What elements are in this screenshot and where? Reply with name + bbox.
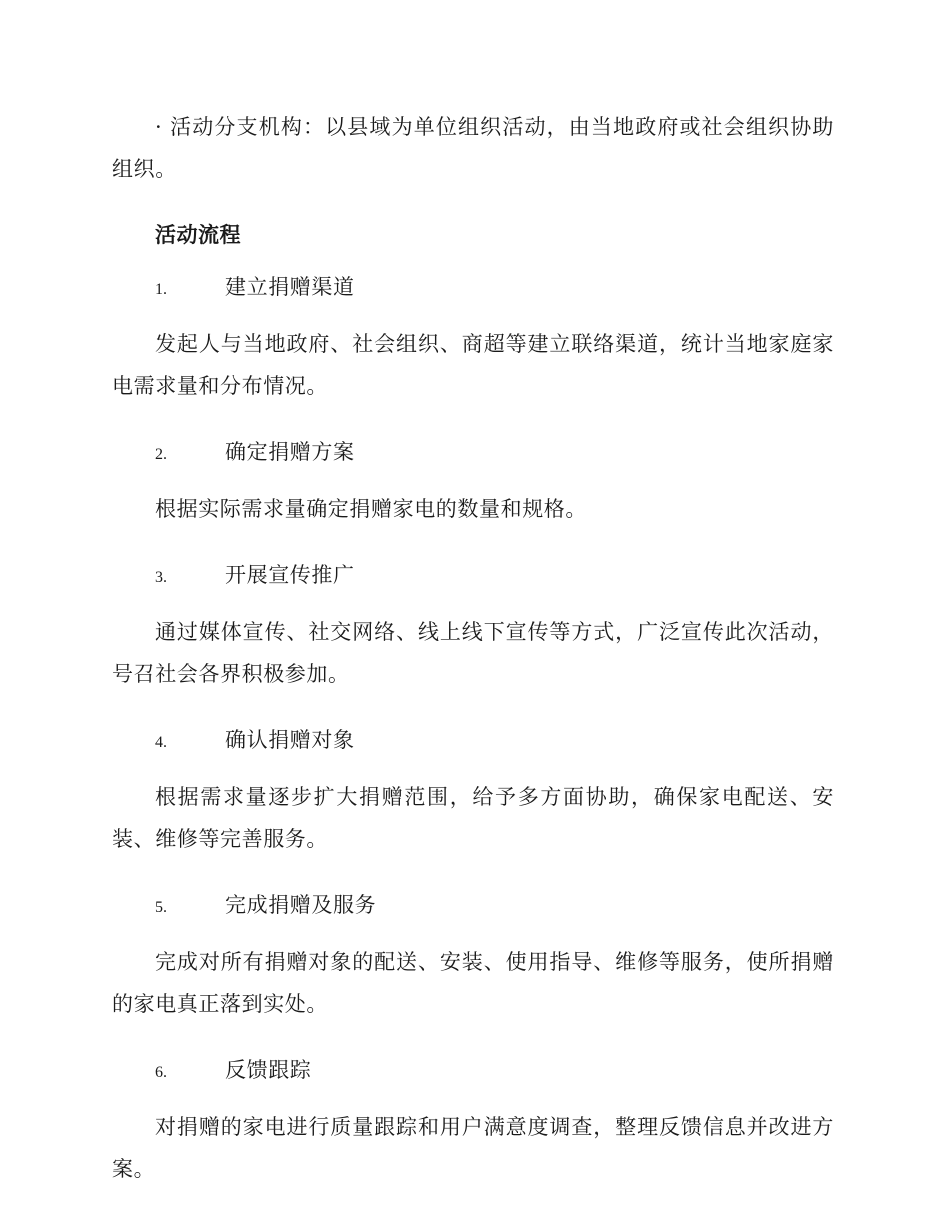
step-heading xyxy=(155,431,834,476)
step-description: 根据需求量逐步扩大捐赠范围，给予多方面协助，确保家电配送、安装、维修等完善服务。 xyxy=(112,785,834,851)
step-heading xyxy=(155,1049,834,1094)
step-title: 反馈跟踪 xyxy=(225,1058,312,1082)
step-number: 2. xyxy=(155,446,167,463)
step-description: 通过媒体宣传、社交网络、线上线下宣传等方式，广泛宣传此次活动，号召社会各界积极参加。 xyxy=(112,620,834,686)
step-title: 建立捐赠渠道 xyxy=(225,275,355,299)
step-number: 6. xyxy=(155,1064,167,1081)
step-title: 确定捐赠方案 xyxy=(225,440,355,464)
step-number: 1. xyxy=(155,281,167,298)
step-number: 5. xyxy=(155,899,167,916)
step-heading xyxy=(155,884,834,929)
step-title: 确认捐赠对象 xyxy=(225,728,355,752)
step-number: 4. xyxy=(155,734,167,751)
step-description: 发起人与当地政府、社会组织、商超等建立联络渠道，统计当地家庭家电需求量和分布情况。 xyxy=(112,332,834,398)
document-body xyxy=(112,106,834,1214)
step-heading xyxy=(155,719,834,764)
step-title: 开展宣传推广 xyxy=(225,563,355,587)
section-title: 活动流程 xyxy=(155,223,241,247)
step-number: 3. xyxy=(155,569,167,586)
step-heading xyxy=(155,266,834,311)
step-description: 根据实际需求量确定捐赠家电的数量和规格。 xyxy=(155,497,587,521)
step-heading xyxy=(155,554,834,599)
step-title: 完成捐赠及服务 xyxy=(225,893,377,917)
step-description: 对捐赠的家电进行质量跟踪和用户满意度调查，整理反馈信息并改进方案。 xyxy=(112,1115,834,1181)
step-description: 完成对所有捐赠对象的配送、安装、使用指导、维修等服务，使所捐赠的家电真正落到实处。 xyxy=(112,950,834,1016)
intro-paragraph: · 活动分支机构：以县域为单位组织活动，由当地政府或社会组织协助组织。 xyxy=(112,115,834,181)
